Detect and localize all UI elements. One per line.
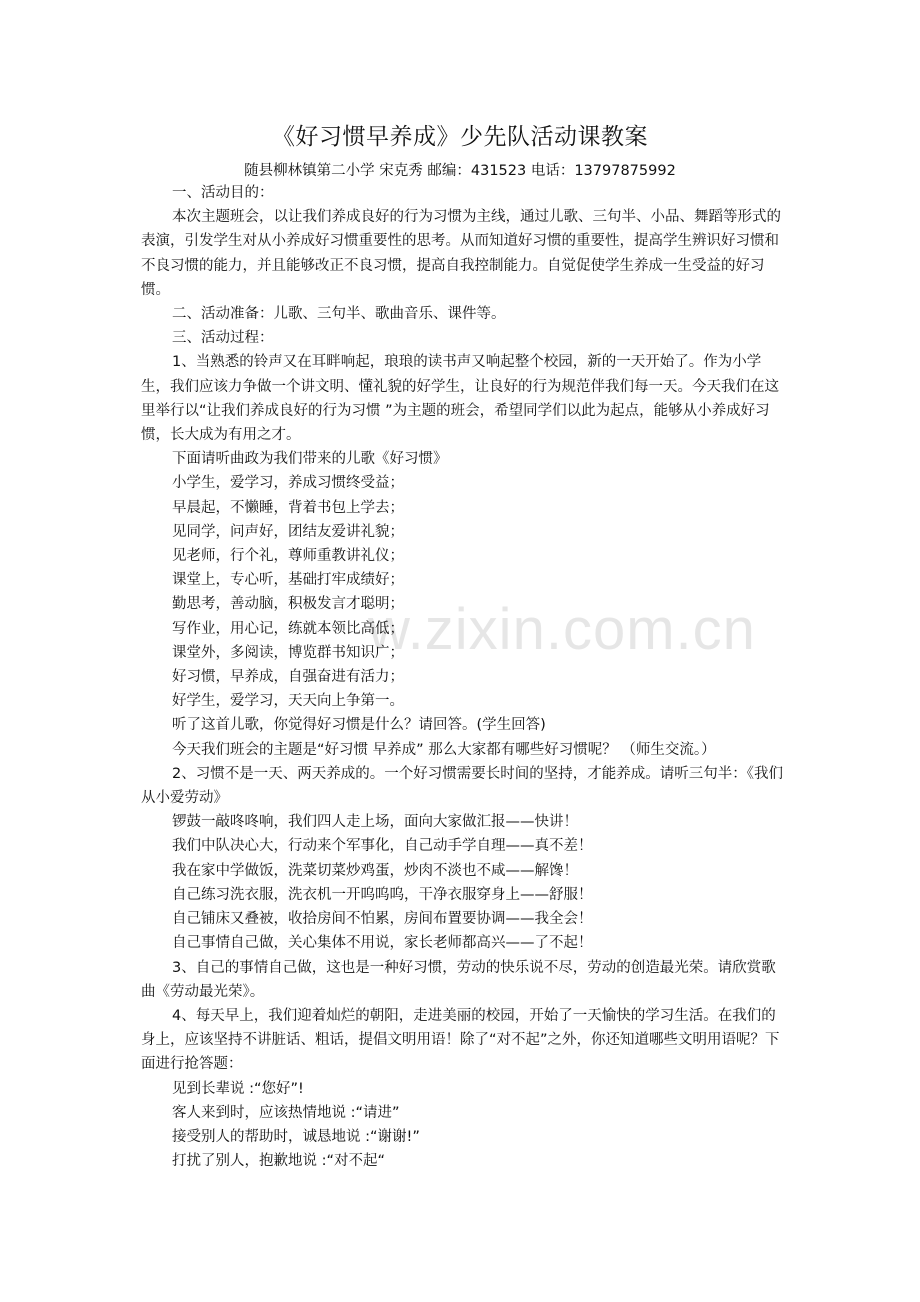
poem-line: 早晨起，不懒睡，背着书包上学去； bbox=[172, 499, 404, 516]
author-line: 随县柳林镇第二小学 宋克秀 邮编：431523 电话：13797875992 bbox=[244, 163, 676, 179]
theme-paragraph: 今天我们班会的主题是“好习惯 早养成” 那么大家都有哪些好习惯呢？ （师生交流。） bbox=[172, 741, 716, 758]
prep-paragraph: 二、活动准备：儿歌、三句半、歌曲音乐、课件等。 bbox=[172, 306, 506, 323]
poem-line: 课堂上，专心听，基础打牢成绩好； bbox=[172, 572, 404, 589]
sanjuban-line: 自己铺床又叠被，收拾房间不怕累，房间布置要协调——我全会！ bbox=[172, 911, 593, 928]
poem-line: 见同学，问声好，团结友爱讲礼貌； bbox=[172, 523, 404, 540]
document-title: 《好习惯早养成》少先队活动课教案 bbox=[272, 124, 648, 150]
quiz-line: 见到长辈说 :“您好”! bbox=[172, 1080, 304, 1097]
poem-line: 勤思考，善动脑，积极发言才聪明； bbox=[172, 596, 404, 613]
process-heading: 三、活动过程： bbox=[172, 330, 274, 347]
goal-paragraph: 本次主题班会，以让我们养成良好的行为习惯为主线，通过儿歌、三句半、小品、舞蹈等形式的表演，引发学生对从小养成好习惯重要性的思考。从而知道好习惯的重要性，提高学生辨识好习惯和不良习惯的能力，并且能够改正不良习惯，提高自我控制能力。自觉促使学生养成一生受益的好习惯。 bbox=[141, 209, 781, 298]
quiz-line: 打扰了别人，抱歉地说 :“对不起“ bbox=[172, 1153, 386, 1170]
step4-paragraph: 4、每天早上，我们迎着灿烂的朝阳，走进美丽的校园，开始了一天愉快的学习生活。在我们的身上，应该坚持不讲脏话、粗话，提倡文明用语！除了“对不起”之外，你还知道哪些文明用语呢？下面进行抢答题： bbox=[141, 1007, 780, 1073]
quiz-line: 客人来到时，应该热情地说 :“请进” bbox=[172, 1104, 400, 1121]
step1-paragraph: 1、当熟悉的铃声又在耳畔响起，琅琅的读书声又响起整个校园，新的一天开始了。作为小学生，我们应该力争做一个讲文明、懂礼貌的好学生，让良好的行为规范伴我们每一天。今天我们在这里举行以“让我们养成良好的行为习惯 ”为主题的班会，希望同学们以此为起点，能够从小养成好习惯，长大成为有用之才。 bbox=[141, 354, 779, 444]
document-body bbox=[141, 181, 783, 1173]
poem-line: 写作业，用心记，练就本领比高低； bbox=[172, 620, 404, 637]
goal-heading: 一、活动目的： bbox=[172, 185, 274, 201]
poem-line: 见老师，行个礼，尊师重教讲礼仪； bbox=[172, 548, 404, 565]
sanjuban-line: 我在家中学做饭，洗菜切菜炒鸡蛋，炒肉不淡也不咸——解馋！ bbox=[172, 862, 578, 879]
sanjuban-line: 自己事情自己做，关心集体不用说，家长老师都高兴——了不起！ bbox=[172, 935, 593, 952]
sanjuban-line: 自己练习洗衣服，洗衣机一开呜呜呜，干净衣服穿身上——舒服！ bbox=[172, 886, 593, 903]
poem-line: 课堂外，多阅读，博览群书知识广； bbox=[172, 644, 404, 661]
step2-paragraph: 2、习惯不是一天、两天养成的。一个好习惯需要长时间的坚持，才能养成。请听三句半：《我们从小爱劳动》 bbox=[141, 765, 783, 807]
sanjuban-line: 我们中队决心大，行动来个军事化，自己动手学自理——真不差！ bbox=[172, 838, 593, 855]
poem-line: 好习惯，早养成，自强奋进有活力； bbox=[172, 669, 404, 686]
watermark: w.zixin.com.cn bbox=[368, 597, 756, 662]
poem-line: 好学生，爱学习，天天向上争第一。 bbox=[172, 693, 404, 710]
question-paragraph: 听了这首儿歌，你觉得好习惯是什么？请回答。(学生回答) bbox=[172, 717, 546, 734]
poem-line: 小学生，爱学习，养成习惯终受益； bbox=[172, 475, 404, 492]
sanjuban-line: 锣鼓一敲咚咚响，我们四人走上场，面向大家做汇报——快讲！ bbox=[172, 814, 578, 831]
step3-paragraph: 3、自己的事情自己做，这也是一种好习惯，劳动的快乐说不尽，劳动的创造最光荣。请欣赏歌曲《劳动最光荣》。 bbox=[141, 959, 776, 1000]
poem-intro: 下面请听曲政为我们带来的儿歌《好习惯》 bbox=[172, 451, 448, 468]
quiz-line: 接受别人的帮助时，诚恳地说 :“谢谢!” bbox=[172, 1128, 420, 1145]
